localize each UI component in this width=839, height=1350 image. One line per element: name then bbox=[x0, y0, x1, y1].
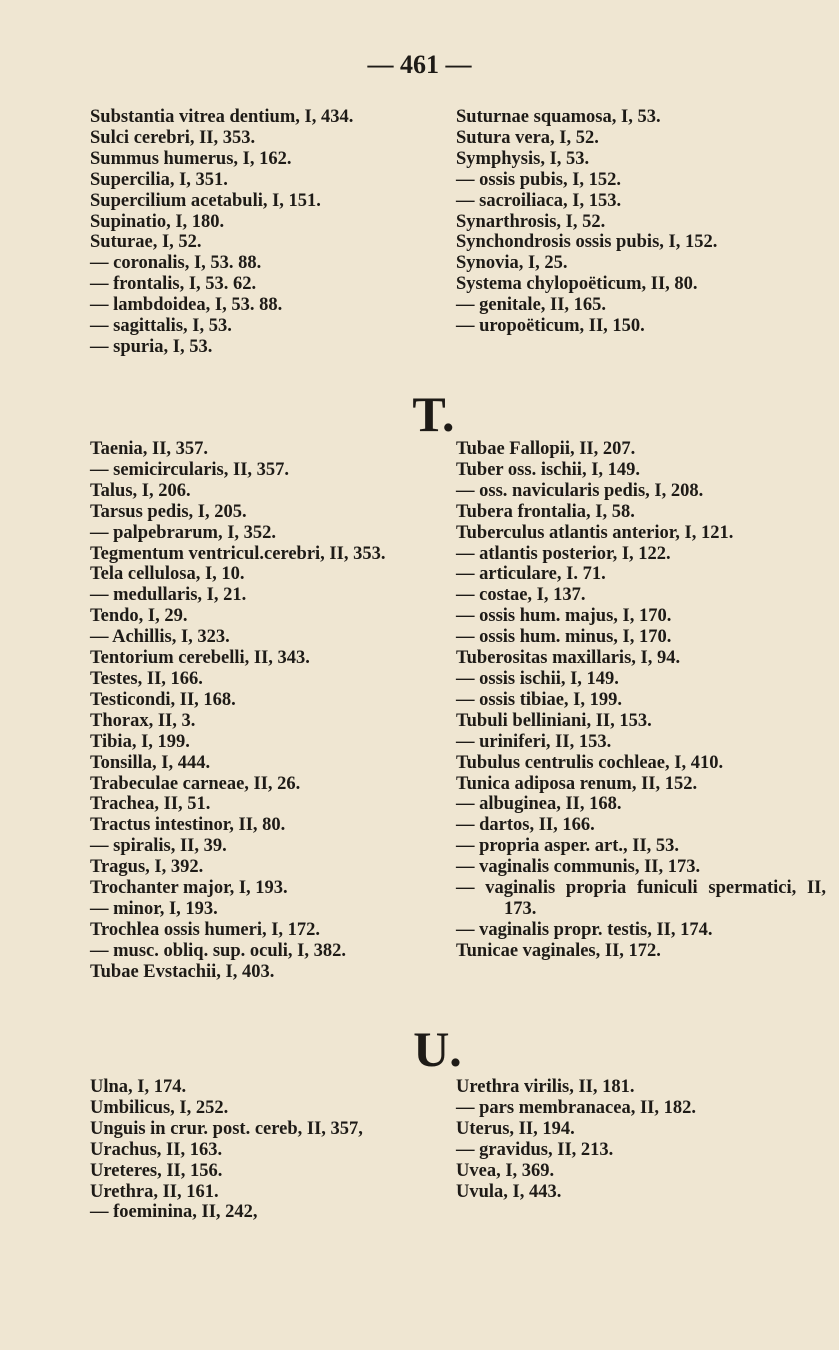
index-column-right-u bbox=[456, 1077, 826, 1202]
index-entry: Urethra, II, 161. bbox=[90, 1181, 219, 1202]
index-column-left-u bbox=[90, 1077, 450, 1223]
section-heading-u: U. bbox=[413, 1021, 462, 1077]
index-entry: Trochlea ossis humeri, I, 172. bbox=[90, 919, 321, 940]
index-entry: Tubera frontalia, I, 58. bbox=[456, 501, 635, 522]
index-entry: — propria asper. art., II, 53. bbox=[456, 836, 680, 857]
index-entry: Sutura vera, I, 52. bbox=[456, 127, 599, 148]
index-column-left-s bbox=[90, 107, 450, 358]
index-entry: — musc. obliq. sup. oculi, I, 382. bbox=[90, 940, 346, 961]
index-entry: Synchondrosis ossis pubis, I, 152. bbox=[456, 232, 718, 253]
index-entry: Trabeculae carneae, II, 26. bbox=[90, 773, 301, 794]
index-entry: — costae, I, 137. bbox=[456, 585, 586, 606]
index-entry: Uvea, I, 369. bbox=[456, 1160, 555, 1181]
index-entry: — palpebrarum, I, 352. bbox=[90, 522, 277, 543]
page-number: — 461 — bbox=[367, 50, 472, 79]
index-entry: — frontalis, I, 53. 62. bbox=[90, 274, 257, 295]
index-entry: — Achillis, I, 323. bbox=[90, 627, 230, 648]
index-entry: — spiralis, II, 39. bbox=[90, 836, 227, 857]
index-entry: Tuberositas maxillaris, I, 94. bbox=[456, 648, 681, 669]
index-entry: — minor, I, 193. bbox=[90, 898, 218, 919]
index-entry: Tibia, I, 199. bbox=[90, 731, 190, 752]
index-entry: Supercilia, I, 351. bbox=[90, 169, 228, 190]
index-entry: Uterus, II, 194. bbox=[456, 1118, 575, 1139]
index-entry: — vaginalis propr. testis, II, 174. bbox=[456, 919, 713, 940]
index-entry: — uropoëticum, II, 150. bbox=[456, 316, 645, 337]
index-entry: Supinatio, I, 180. bbox=[90, 211, 225, 232]
index-entry: Tuber oss. ischii, I, 149. bbox=[456, 459, 641, 480]
index-entry: — ossis ischii, I, 149. bbox=[456, 668, 619, 689]
index-entry: Synovia, I, 25. bbox=[456, 253, 568, 274]
index-entry: Urethra virilis, II, 181. bbox=[456, 1077, 635, 1097]
index-entry: Tractus intestinor, II, 80. bbox=[90, 815, 286, 836]
index-entry: Testes, II, 166. bbox=[90, 668, 203, 689]
index-entry: Uvula, I, 443. bbox=[456, 1181, 562, 1202]
index-entry: — oss. navicularis pedis, I, 208. bbox=[456, 480, 704, 501]
index-entry: — uriniferi, II, 153. bbox=[456, 731, 612, 752]
index-entry: Urachus, II, 163. bbox=[90, 1139, 223, 1160]
index-entry: Supercilium acetabuli, I, 151. bbox=[90, 190, 321, 211]
index-entry: Substantia vitrea dentium, I, 434. bbox=[90, 107, 354, 127]
index-entry: Tonsilla, I, 444. bbox=[90, 752, 211, 773]
index-entry: Testicondi, II, 168. bbox=[90, 689, 236, 710]
index-entry: Umbilicus, I, 252. bbox=[90, 1097, 229, 1118]
index-entry: — vaginalis communis, II, 173. bbox=[456, 857, 701, 878]
section-heading-t: T. bbox=[412, 386, 455, 442]
index-entry: — sagittalis, I, 53. bbox=[90, 316, 232, 337]
index-entry: Tentorium cerebelli, II, 343. bbox=[90, 648, 310, 669]
index-entry: — genitale, II, 165. bbox=[456, 295, 607, 316]
index-entry: Suturnae squamosa, I, 53. bbox=[456, 107, 661, 127]
index-entry: Thorax, II, 3. bbox=[90, 710, 196, 731]
index-entry: Tarsus pedis, I, 205. bbox=[90, 501, 247, 522]
index-entry: — medullaris, I, 21. bbox=[90, 585, 247, 606]
index-entry: Tela cellulosa, I, 10. bbox=[90, 564, 245, 585]
index-entry: Trachea, II, 51. bbox=[90, 794, 211, 815]
index-entry: Trochanter major, I, 193. bbox=[90, 878, 288, 899]
index-entry: — pars membranacea, II, 182. bbox=[456, 1097, 696, 1118]
index-entry: — ossis pubis, I, 152. bbox=[456, 169, 622, 190]
index-entry: Unguis in crur. post. cereb, II, 357, bbox=[90, 1118, 363, 1139]
index-entry: Tegmentum ventricul.cerebri, II, 353. bbox=[90, 543, 386, 564]
index-column-right-t bbox=[456, 439, 826, 962]
index-entry: — spuria, I, 53. bbox=[90, 336, 213, 357]
index-entry: Ulna, I, 174. bbox=[90, 1077, 187, 1097]
index-entry: — ossis hum. minus, I, 170. bbox=[456, 627, 672, 648]
index-entry: — ossis hum. majus, I, 170. bbox=[456, 606, 672, 627]
index-entry: — gravidus, II, 213. bbox=[456, 1139, 614, 1160]
index-entry: — semicircularis, II, 357. bbox=[90, 459, 290, 480]
index-entry: Ureteres, II, 156. bbox=[90, 1160, 223, 1181]
index-entry: Tragus, I, 392. bbox=[90, 857, 204, 878]
index-entry: — atlantis posterior, I, 122. bbox=[456, 543, 671, 564]
index-entry: Summus humerus, I, 162. bbox=[90, 148, 292, 169]
index-entry: — albuginea, II, 168. bbox=[456, 794, 622, 815]
index-column-left-t bbox=[90, 439, 450, 983]
index-column-right-s bbox=[456, 107, 826, 337]
index-entry: Systema chylopoëticum, II, 80. bbox=[456, 274, 698, 295]
index-entry: — coronalis, I, 53. 88. bbox=[90, 253, 262, 274]
index-entry: Sulci cerebri, II, 353. bbox=[90, 127, 256, 148]
index-entry: Tubuli belliniani, II, 153. bbox=[456, 710, 652, 731]
index-entry: — ossis tibiae, I, 199. bbox=[456, 689, 623, 710]
index-entry: Tendo, I, 29. bbox=[90, 606, 188, 627]
index-entry: — articulare, I. 71. bbox=[456, 564, 606, 585]
index-entry: Synarthrosis, I, 52. bbox=[456, 211, 606, 232]
index-entry: Tubulus centrulis cochleae, I, 410. bbox=[456, 752, 724, 773]
index-entry: Tubae Fallopii, II, 207. bbox=[456, 439, 636, 459]
index-entry: Taenia, II, 357. bbox=[90, 439, 209, 459]
index-entry: — vaginalis propria funiculi spermatici, II, 173. bbox=[456, 878, 826, 919]
index-entry: Tuberculus atlantis anterior, I, 121. bbox=[456, 522, 734, 543]
index-entry: — foeminina, II, 242, bbox=[90, 1202, 258, 1223]
index-entry: — dartos, II, 166. bbox=[456, 815, 595, 836]
index-entry: Suturae, I, 52. bbox=[90, 232, 202, 253]
index-entry: Tunica adiposa renum, II, 152. bbox=[456, 773, 698, 794]
index-entry: Tunicae vaginales, II, 172. bbox=[456, 940, 661, 961]
index-entry: Tubae Evstachii, I, 403. bbox=[90, 961, 275, 982]
index-entry: Symphysis, I, 53. bbox=[456, 148, 590, 169]
index-entry: — lambdoidea, I, 53. 88. bbox=[90, 295, 283, 316]
index-entry: Talus, I, 206. bbox=[90, 480, 191, 501]
index-entry: — sacroiliaca, I, 153. bbox=[456, 190, 622, 211]
